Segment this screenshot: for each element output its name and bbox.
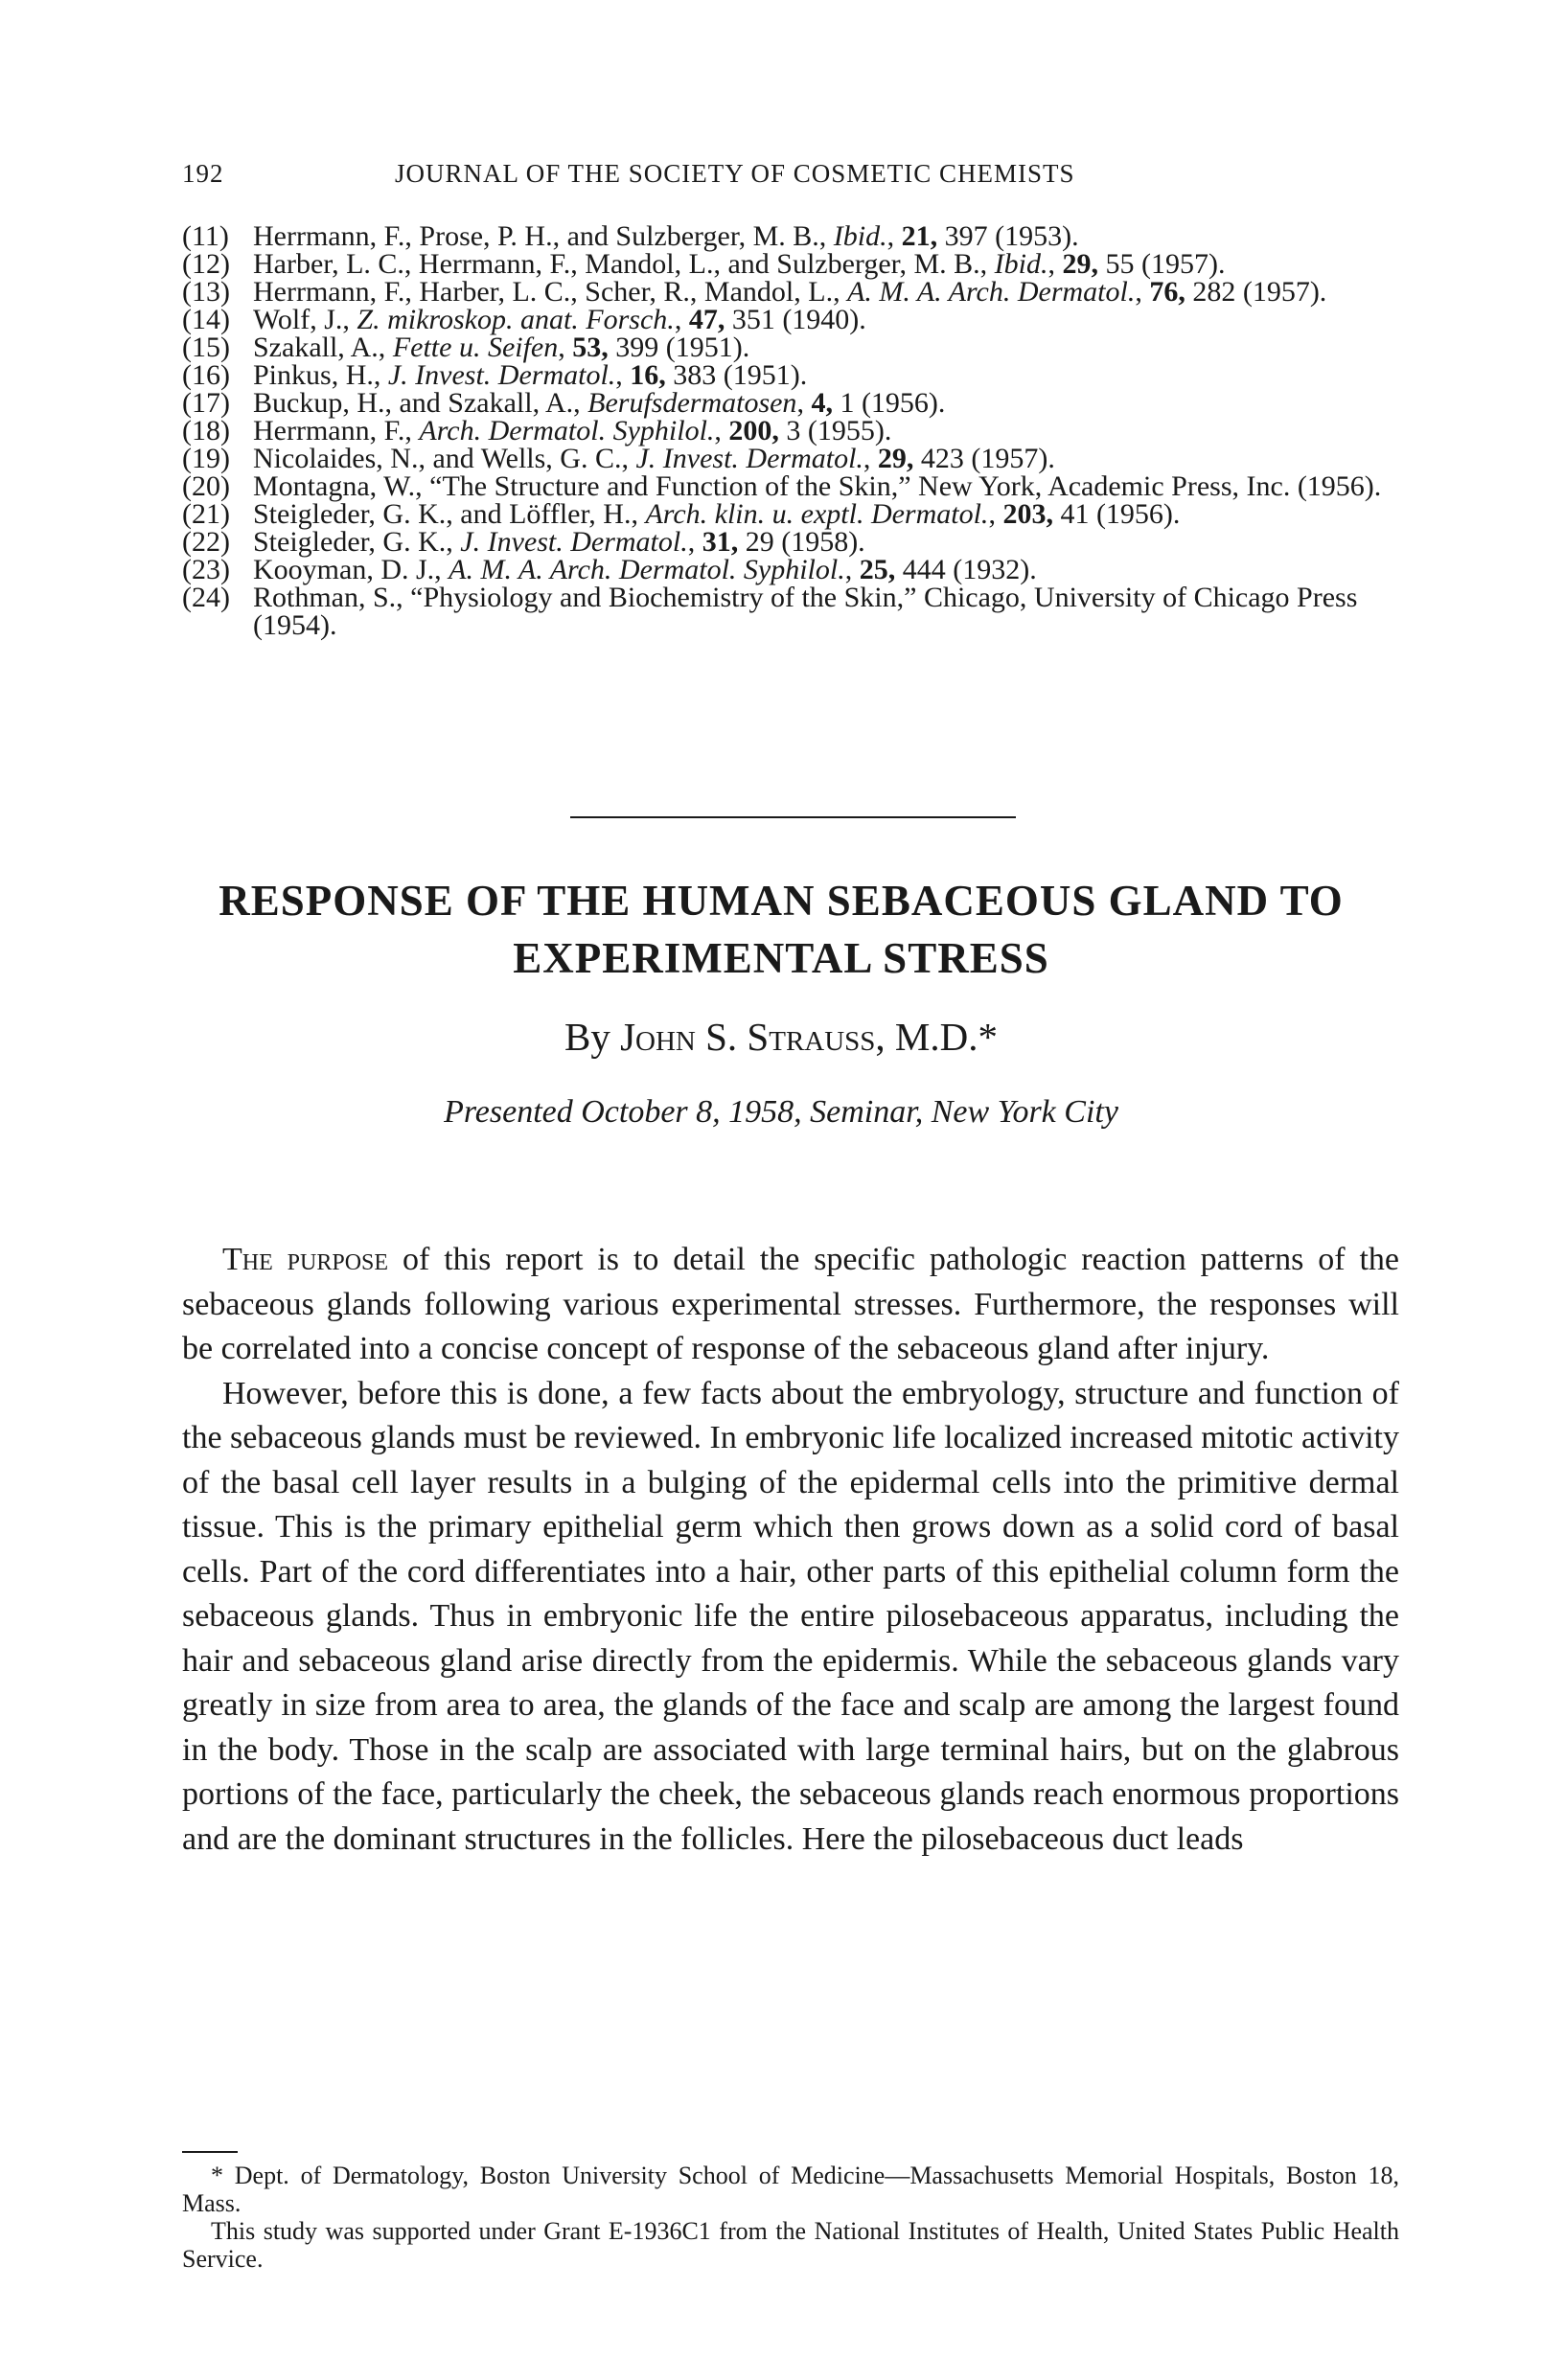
paragraph-lead: The purpose xyxy=(222,1242,389,1277)
reference-text: Kooyman, D. J., A. M. A. Arch. Dermatol. Syphilol., 25, 444 (1932). xyxy=(253,554,1037,585)
paragraph-2: However, before this is done, a few facts about the embryology, structure and function of the sebaceous glands must be reviewed. In embryonic life localized increased mitotic activity of the basal cell layer results in a bulging of the epidermal cells into the primitive dermal tissue. This is the primary epithelial germ which then grows down as a solid cord of basal cells. Part of the cord differentiates into a hair, other parts of this epithelial column form the sebaceous glands. Thus in embryonic life the entire pilosebaceous apparatus, including the hair and sebaceous gland arise directly from the epidermis. While the sebaceous glands vary greatly in size from area to area, the glands of the face and scalp are among the largest found in the body. Those in the scalp are associated with large terminal hairs, but on the glabrous portions of the face, particularly the cheek, the sebaceous glands reach enormous proportions and are the dominant structures in the follicles. Here the pilosebaceous duct leads xyxy=(182,1375,1399,1857)
reference-number: (13) xyxy=(182,276,230,308)
author-name: John S. Strauss, M.D.* xyxy=(620,1015,998,1059)
reference-number: (23) xyxy=(182,554,230,585)
reference-item xyxy=(182,278,1399,306)
section-divider xyxy=(570,816,1016,818)
reference-text: Herrmann, F., Harber, L. C., Scher, R., Mandol, L., A. M. A. Arch. Dermatol., 76, 282 (1957). xyxy=(253,276,1327,308)
reference-number: (22) xyxy=(182,526,230,558)
reference-text: Buckup, H., and Szakall, A., Berufsdermatosen, 4, 1 (1956). xyxy=(253,387,946,419)
reference-number: (24) xyxy=(182,582,230,613)
reference-item xyxy=(182,556,1399,584)
article-body xyxy=(182,1238,1399,1862)
reference-text: Pinkus, H., J. Invest. Dermatol., 16, 383 (1951). xyxy=(253,359,808,391)
reference-text: Harber, L. C., Herrmann, F., Mandol, L., and Sulzberger, M. B., Ibid., 29, 55 (1957). xyxy=(253,248,1226,280)
running-head xyxy=(182,159,1399,197)
reference-text: Szakall, A., Fette u. Seifen, 53, 399 (1951). xyxy=(253,332,750,363)
reference-text: Rothman, S., “Physiology and Biochemistry of the Skin,” Chicago, University of Chicago Press (1954). xyxy=(253,582,1358,641)
reference-text: Nicolaides, N., and Wells, G. C., J. Invest. Dermatol., 29, 423 (1957). xyxy=(253,443,1055,474)
reference-number: (17) xyxy=(182,387,230,419)
footnote-support: This study was supported under Grant E-1936C1 from the National Institutes of Health, United States Public Health Service. xyxy=(182,2217,1399,2273)
article-title xyxy=(144,872,1418,987)
footnote-affiliation: * Dept. of Dermatology, Boston University School of Medicine—Massachusetts Memorial Hospitals, Boston 18, Mass. xyxy=(182,2162,1399,2217)
reference-number: (11) xyxy=(182,220,229,252)
footnotes xyxy=(182,2162,1399,2273)
reference-number: (16) xyxy=(182,359,230,391)
paragraph-1 xyxy=(182,1238,1399,1372)
reference-text: Steigleder, G. K., and Löffler, H., Arch. klin. u. exptl. Dermatol., 203, 41 (1956). xyxy=(253,498,1181,530)
reference-item xyxy=(182,445,1399,472)
reference-number: (20) xyxy=(182,470,230,502)
page-number: 192 xyxy=(182,159,224,188)
reference-text: Herrmann, F., Arch. Dermatol. Syphilol., 200, 3 (1955). xyxy=(253,415,892,446)
paragraph-1-text: of this report is to detail the specific pathologic reaction patterns of the sebaceous glands following various experimental stresses. Furthermore, the responses will be correlated into a concise concept of response of the sebaceous gland after injury. xyxy=(182,1242,1399,1366)
reference-item xyxy=(182,333,1399,361)
presented-note: Presented October 8, 1958, Seminar, New York City xyxy=(444,1094,1118,1130)
reference-text: Herrmann, F., Prose, P. H., and Sulzberger, M. B., Ibid., 21, 397 (1953). xyxy=(253,220,1079,252)
reference-item xyxy=(182,417,1399,445)
reference-text: Wolf, J., Z. mikroskop. anat. Forsch., 47, 351 (1940). xyxy=(253,304,866,335)
byline-by: By xyxy=(564,1015,610,1059)
journal-title: JOURNAL OF THE SOCIETY OF COSMETIC CHEMISTS xyxy=(395,159,1075,188)
reference-number: (19) xyxy=(182,443,230,474)
reference-number: (18) xyxy=(182,415,230,446)
reference-item xyxy=(182,500,1399,528)
reference-item xyxy=(182,361,1399,389)
reference-number: (21) xyxy=(182,498,230,530)
reference-list xyxy=(182,222,1399,639)
reference-item xyxy=(182,584,1399,639)
reference-text: Steigleder, G. K., J. Invest. Dermatol., 31, 29 (1958). xyxy=(253,526,865,558)
footnote-rule xyxy=(182,2151,238,2153)
reference-item xyxy=(182,389,1399,417)
reference-item xyxy=(182,472,1399,500)
reference-text: Montagna, W., “The Structure and Function of the Skin,” New York, Academic Press, Inc. (1956). xyxy=(253,470,1382,502)
article-title-line-2: EXPERIMENTAL STRESS xyxy=(513,934,1049,982)
reference-number: (15) xyxy=(182,332,230,363)
reference-number: (14) xyxy=(182,304,230,335)
reference-item xyxy=(182,306,1399,333)
reference-item xyxy=(182,222,1399,250)
reference-item xyxy=(182,528,1399,556)
byline xyxy=(144,1014,1418,1060)
article-title-line-1: RESPONSE OF THE HUMAN SEBACEOUS GLAND TO xyxy=(219,877,1344,925)
reference-item xyxy=(182,250,1399,278)
reference-number: (12) xyxy=(182,248,230,280)
